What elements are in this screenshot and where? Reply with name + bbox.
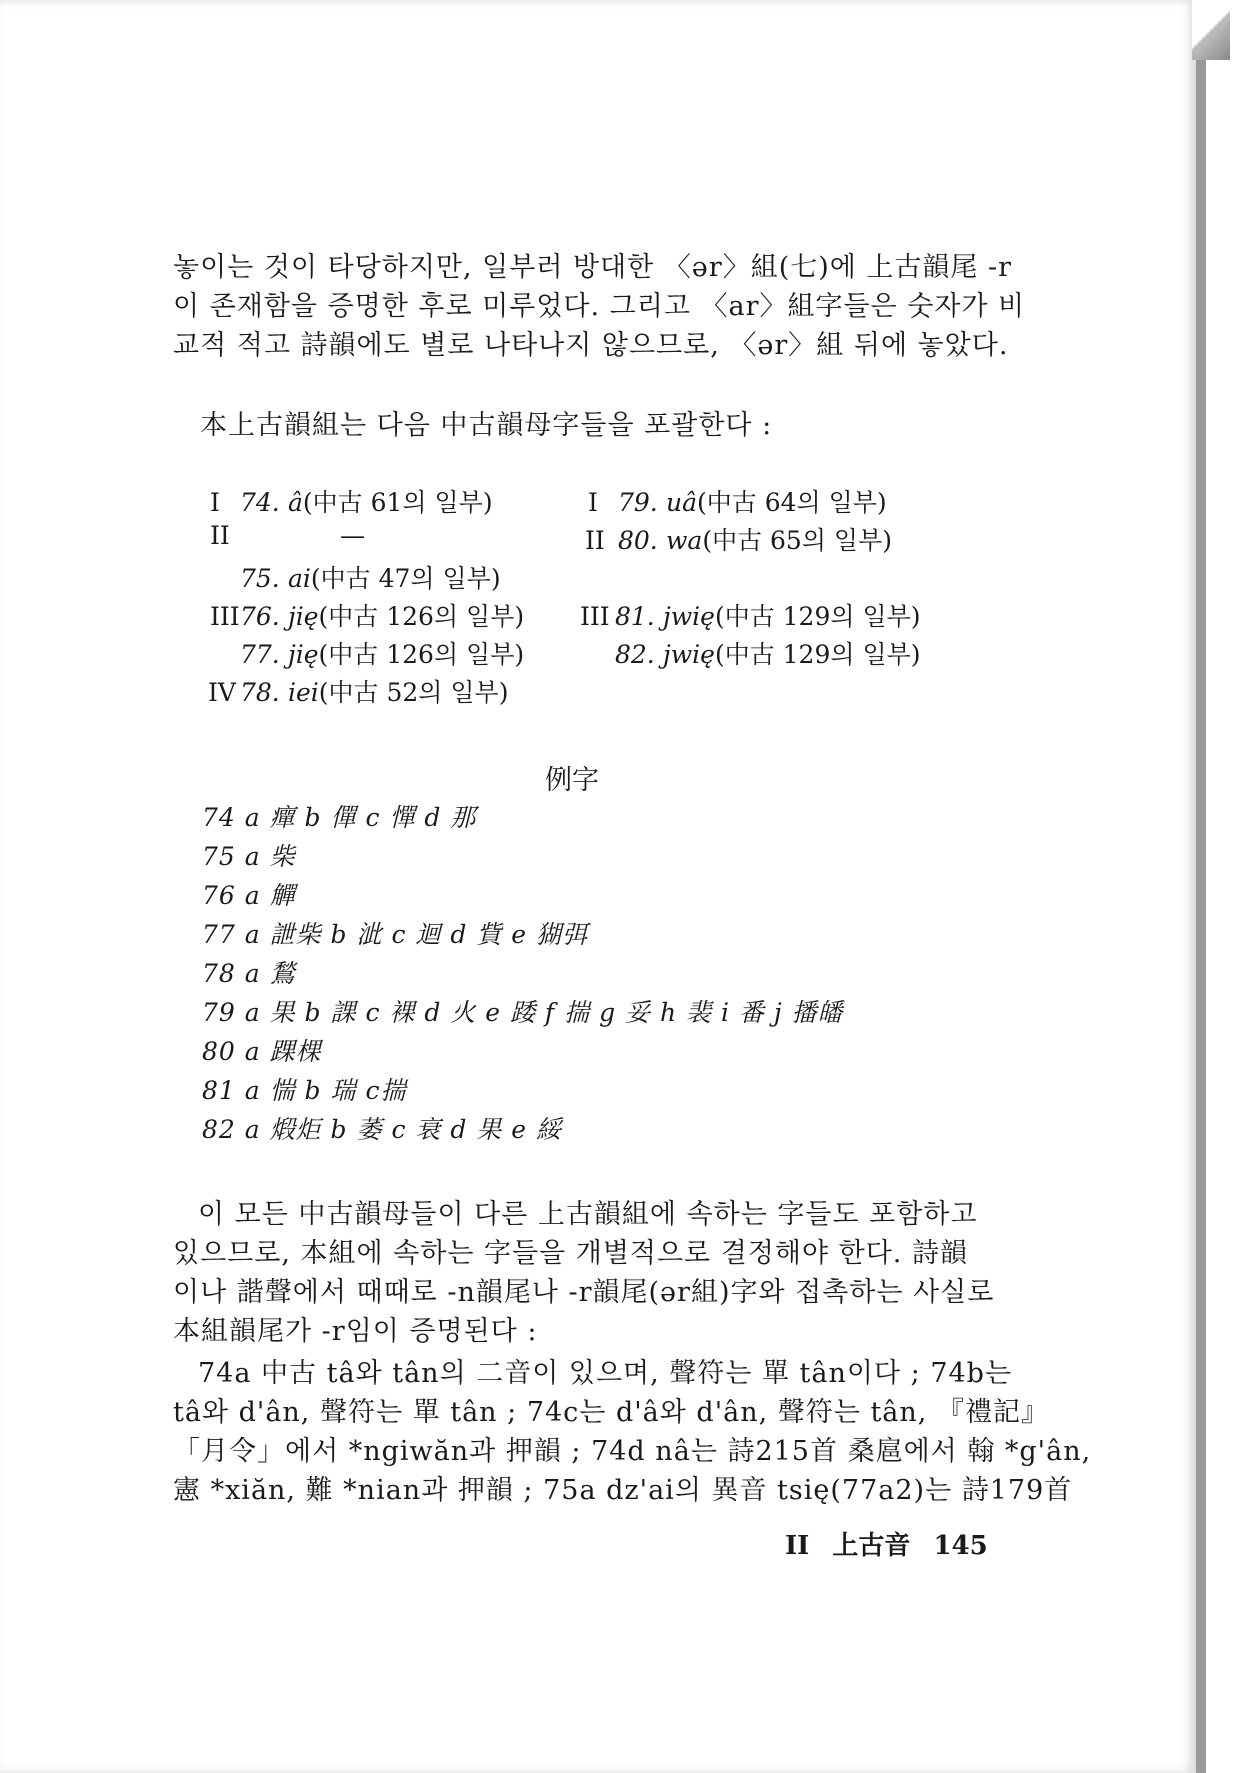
list-left-row-2 (210, 521, 365, 550)
rhyme-note: (中古 65의 일부) (702, 526, 892, 555)
para2-line-2: 있으므로, 本組에 속하는 字들을 개별적으로 결정해야 한다. 詩韻 (173, 1238, 968, 1269)
entry-number: 80. (618, 526, 658, 555)
para2-line-3: 이나 諧聲에서 때때로 -n韻尾나 -r韻尾(ər組)字와 접촉하는 사실로 (173, 1277, 995, 1308)
list-right-row-1 (588, 483, 887, 519)
entry-number: 81. (615, 602, 655, 631)
rhyme-note: (中古 52의 일부) (318, 678, 509, 707)
rhyme-value: iei (288, 678, 319, 707)
rhyme-value: ai (288, 564, 311, 593)
rhyme-note: (中古 126의 일부) (318, 640, 525, 669)
division-label: III (580, 602, 610, 631)
example-line-79: 79 a 果 b 課 c 裸 d 火 e 踒 f 揣 g 妥 h 裴 i 番 j 播皤 (202, 998, 844, 1027)
para1-line-3: 교적 적고 詩韻에도 별로 나타나지 않으므로, 〈ər〉組 뒤에 놓았다. (173, 330, 1009, 361)
example-line-74: 74 a 癉 b 僤 c 憚 d 那 (202, 803, 477, 832)
list-right-row-4 (615, 635, 921, 671)
examples-heading: 例字 (545, 765, 599, 796)
para3-line-2: tâ와 d'ân, 聲符는 單 tân ; 74c는 d'â와 d'ân, 聲符는 tân, 『禮記』 (173, 1397, 1049, 1428)
example-line-75: 75 a 柴 (202, 842, 296, 871)
list-left-row-3 (240, 559, 501, 595)
list-right-row-2 (585, 521, 892, 557)
rhyme-value: jię (288, 602, 319, 631)
entry-number: 76. (240, 602, 280, 631)
rhyme-value: â (288, 488, 303, 517)
footer-section: II (785, 1531, 810, 1561)
rhyme-note: (中古 64의 일부) (697, 488, 887, 517)
para2-line-4: 本組韻尾가 -r임이 증명된다 : (173, 1316, 538, 1347)
entry-number: 79. (618, 488, 658, 517)
page-number: 145 (933, 1531, 988, 1561)
entry-number: 78. (240, 678, 280, 707)
entry-number: 82. (615, 640, 655, 669)
para3-line-3: 「月令」에서 *ngiwăn과 押韻 ; 74d nâ는 詩215首 桑扈에서 翰 *g'ân, (173, 1436, 1092, 1467)
rhyme-note: (中古 126의 일부) (318, 602, 525, 631)
rhyme-note: (中古 129의 일부) (714, 640, 921, 669)
example-line-81: 81 a 惴 b 瑞 c揣 (202, 1076, 407, 1105)
list-left-row-6 (208, 673, 508, 709)
division-label: I (588, 488, 598, 517)
rhyme-value: — (340, 521, 365, 550)
footer-title: 上古音 (832, 1531, 911, 1561)
entry-number: 74. (240, 488, 280, 517)
intro-line: 本上古韻組는 다음 中古韻母字들을 포괄한다 : (200, 410, 773, 441)
entry-number: 77. (240, 640, 280, 669)
rhyme-note: (中古 47의 일부) (310, 564, 501, 593)
list-right-row-3 (580, 597, 921, 633)
division-label: I (210, 488, 220, 517)
list-left-row-4 (210, 597, 524, 633)
entry-number: 75. (240, 564, 280, 593)
page-footer (785, 1525, 988, 1562)
division-label: IV (208, 678, 236, 707)
para2-line-1: 이 모든 中古韻母들이 다른 上古韻組에 속하는 字들도 포함하고 (198, 1199, 978, 1230)
list-left-row-5 (240, 635, 524, 671)
example-line-77: 77 a 詍柴 b 泚 c 迴 d 貲 e 猢弭 (202, 920, 588, 949)
division-label: III (210, 602, 240, 631)
page-fold-corner (1192, 0, 1230, 60)
para3-line-1: 74a 中古 tâ와 tân의 二音이 있으며, 聲符는 單 tân이다 ; 74b는 (198, 1358, 1013, 1389)
example-line-76: 76 a 觶 (202, 881, 296, 910)
rhyme-value: jwię (663, 602, 715, 631)
para1-line-1: 놓이는 것이 타당하지만, 일부러 방대한 〈ər〉組(七)에 上古韻尾 -r (173, 252, 1013, 283)
rhyme-value: jię (288, 640, 319, 669)
example-line-80: 80 a 踝棵 (202, 1037, 322, 1066)
division-label: II (210, 521, 230, 550)
para3-line-4: 憲 *xiăn, 難 *nian과 押韻 ; 75a dz'ai의 異音 tsię(77a2)는 詩179首 (173, 1475, 1073, 1506)
rhyme-value: uâ (666, 488, 698, 517)
para1-line-2: 이 존재함을 증명한 후로 미루었다. 그리고 〈ar〉組字들은 숫자가 비 (173, 291, 1026, 322)
example-line-78: 78 a 鶖 (202, 959, 296, 988)
list-left-row-1 (210, 483, 493, 519)
rhyme-note: (中古 129의 일부) (714, 602, 921, 631)
division-label: II (585, 526, 605, 555)
example-line-82: 82 a 煅炬 b 萎 c 衰 d 果 e 綏 (202, 1115, 562, 1144)
rhyme-value: jwię (663, 640, 715, 669)
rhyme-value: wa (666, 526, 703, 555)
rhyme-note: (中古 61의 일부) (302, 488, 493, 517)
